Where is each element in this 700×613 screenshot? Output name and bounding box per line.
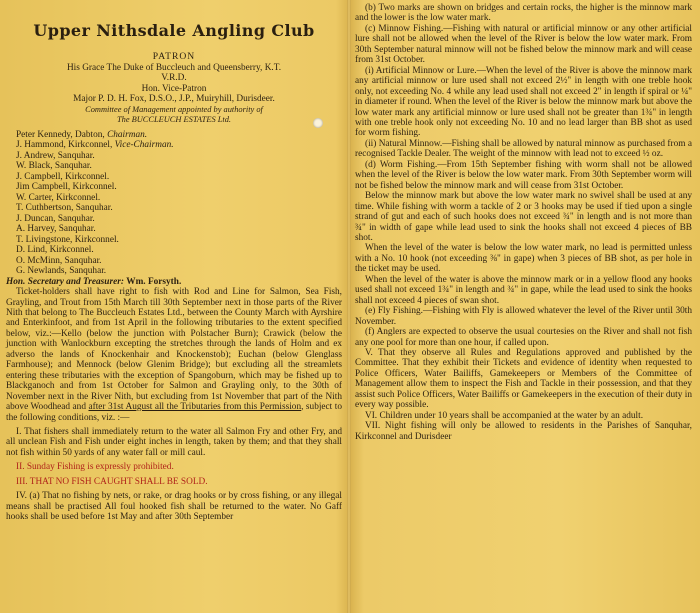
committee-member: Peter Kennedy, Dabton, Chairman. <box>16 129 148 140</box>
rule-e: (e) Fly Fishing.—Fishing with Fly is allowed whatever the level of the River until 30th November. <box>355 306 692 327</box>
main-paragraph: Ticket-holders shall have right to fish with Rod and Line for Salmon, Sea Fish, Grayling, and Trout from 15th March till 30th September next in those parts of the River Nith that belong to The Buccleuch Estates Ltd., between the County March with Ayrshire and Enterkinfoot, and from 1st April in the following tributaries to the extent specified below, viz.:—Kello (below the junction with Polstacher Burn); Crawick (below the junction with Wanlockburn excepting the stretches through the lands of Holm and ex adverso the lands of Knockenhair and Knockenstob); Euchan (below Glenglass Farmhouse); and Mennock (below Glenim Bridge); but excluding all the streamlets entering these tributaries with the exception of Spangoburn, which may be fished up to Blackganoch and from 1st October for Salmon and Grayling only, to the 30th of November next in the River Nith, but excluding from 1st November that part of the Nith above Woodhead and after 31st August all the Tributaries from this Permission, subject to the following conditions, viz. :— <box>6 287 342 423</box>
vice-patron: Major P. D. H. Fox, D.S.O., J.P., Muiryhill, Durisdeer. <box>73 94 275 105</box>
rule-c-ii: (ii) Natural Minnow.—Fishing shall be allowed by natural minnow as purchased from a recognised Tackle Dealer. The weight of the minnow with lead not to exceed ½ oz. <box>355 138 692 160</box>
fold-crease <box>347 0 351 613</box>
committee-member: D. Lind, Kirkconnel. <box>16 245 94 256</box>
committee-member: T. Livingstone, Kirkconnel. <box>16 234 119 245</box>
rule-c: (c) Minnow Fishing.—Fishing with natural or artificial minnow or any other artificial lure shall not be allowed when the level of the River is below the low water mark. From 30th September natural minnow will not be fished below the minnow mark and will cease from 31st October. <box>355 23 693 66</box>
right-column <box>355 0 692 442</box>
committee-member: A. Harvey, Sanquhar. <box>16 224 96 235</box>
committee-member: O. McMinn, Sanquhar. <box>16 255 102 266</box>
condition-3: III. THAT NO FISH CAUGHT SHALL BE SOLD. <box>16 476 208 487</box>
vice-patron-heading: Hon. Vice-Patron <box>141 83 207 94</box>
rule-d: (d) Worm Fishing.—From 15th September fishing with worm shall not be allowed when the level of the River is below the low water mark. From 30th September worm will not be fished below the minnow mark and will cease from 31st October. <box>355 159 692 191</box>
committee-member: J. Hammond, Kirkconnel, Vice-Chairman. <box>16 140 174 151</box>
committee-member: G. Newlands, Sanquhar. <box>16 266 107 277</box>
club-title: Upper Nithsdale Angling Club <box>33 21 315 40</box>
condition-2: II. Sunday Fishing is expressly prohibited. <box>16 462 174 473</box>
committee-member: Jim Campbell, Kirkconnel. <box>16 182 117 193</box>
patron-line-2: V.R.D. <box>161 73 187 84</box>
rule-c-i: (i) Artificial Minnow or Lure.—When the level of the River is above the minnow mark any artificial minnow or lure used shall not exceed 2½" in length with one treble hook only, not exceeding No. 4 while any lead used shall not exceed 2" in length if spiral or ¼" in diameter if round. When the level of the River is below the minnow mark but above the low water mark any artificial minnow or lure used shall not be greater than 1¾" in length with one treble hook only not exceeding No. 10 and no lead larger than BB shot as used for worm fishing. <box>355 65 692 139</box>
committee-member: J. Andrew, Sanquhar. <box>16 150 95 161</box>
rule-d-4: When the level of the water is above the minnow mark or in a yellow flood any hooks used shall not exceed 1¾" in length and ¾" in gape, while the lead used to sink the hooks shall not exceed 4 pieces of swan shot. <box>355 274 692 306</box>
patron-line-1: His Grace The Duke of Buccleuch and Queensberry, K.T. <box>66 62 282 73</box>
committee-member: W. Carter, Kirkconnel. <box>16 192 101 203</box>
condition-1: I. That fishers shall immediately return to the water all Salmon Fry and other Fry, and all unclean Fish and Fish under eight inches in length, taken by them; and that they shall not fish within 50 yards of any water fall or mill caul. <box>6 426 342 458</box>
patron-heading: PATRON <box>152 51 196 63</box>
committee-note-1: Committee of Management appointed by authority of <box>85 104 263 114</box>
committee-member: W. Black, Sanquhar. <box>16 161 92 172</box>
rule-b: (b) Two marks are shown on bridges and certain rocks, the higher is the minnow mark and the lower is the low water mark. <box>355 3 692 24</box>
rule-f: (f) Anglers are expected to observe the usual courtesies on the River and shall not fish any one pool for more than one hour, if called upon. <box>355 327 692 348</box>
secretary-line: Hon. Secretary and Treasurer: Wm. Forsyth. <box>6 276 182 287</box>
condition-6: VI. Children under 10 years shall be accompanied at the water by an adult. <box>365 410 644 421</box>
rule-d-3: When the level of the water is below the low water mark, no lead is permitted unless with a No. 10 hook (not exceeding ⅜" in gape) when 3 pieces of BB shot, as per hole in the ticket may be used. <box>355 243 692 275</box>
committee-member: T. Cuthbertson, Sanquhar. <box>16 203 113 214</box>
condition-5: V. That they observe all Rules and Regulations approved and published by the Committee. That they exhibit their Tickets and evidence of identity when requested to Police Officers, Water Bailiffs, Gamekeepers or Members of the Committee of Management allow them to inspect the Fish and Tackle in their possession, and that they assist such Police Officers, Water Bailiffs or Gamekeepers in the execution of their duty in every way possible. <box>355 347 692 411</box>
condition-4: IV. (a) That no fishing by nets, or rake, or drag hooks or by cross fishing, or any illegal means shall be practised All foul hooked fish shall be returned to the water. No Gaff hooks shall be used before 1st May and after 30th September <box>6 491 342 523</box>
committee-member: J. Duncan, Sanquhar. <box>16 213 95 224</box>
committee-list <box>16 130 342 277</box>
left-column <box>6 0 342 523</box>
committee-note-2: The BUCCLEUCH ESTATES Ltd. <box>116 115 231 125</box>
committee-member: J. Campbell, Kirkconnel. <box>16 171 110 182</box>
condition-7: VII. Night fishing will only be allowed to residents in the Parishes of Sanquhar, Kirkconnel and Durisdeer <box>355 421 692 442</box>
rule-d-2: Below the minnow mark but above the low water mark no swivel shall be used at any time. While fishing with worm a tackle of 2 or 3 hooks may be used if tied upon a single strand of gut and each of such hooks does not exceed ¾" in length and is not more than ¾" in width of gape while lead used to sink the hooks shall not exceed 4 pieces of BB shot. <box>355 191 692 243</box>
